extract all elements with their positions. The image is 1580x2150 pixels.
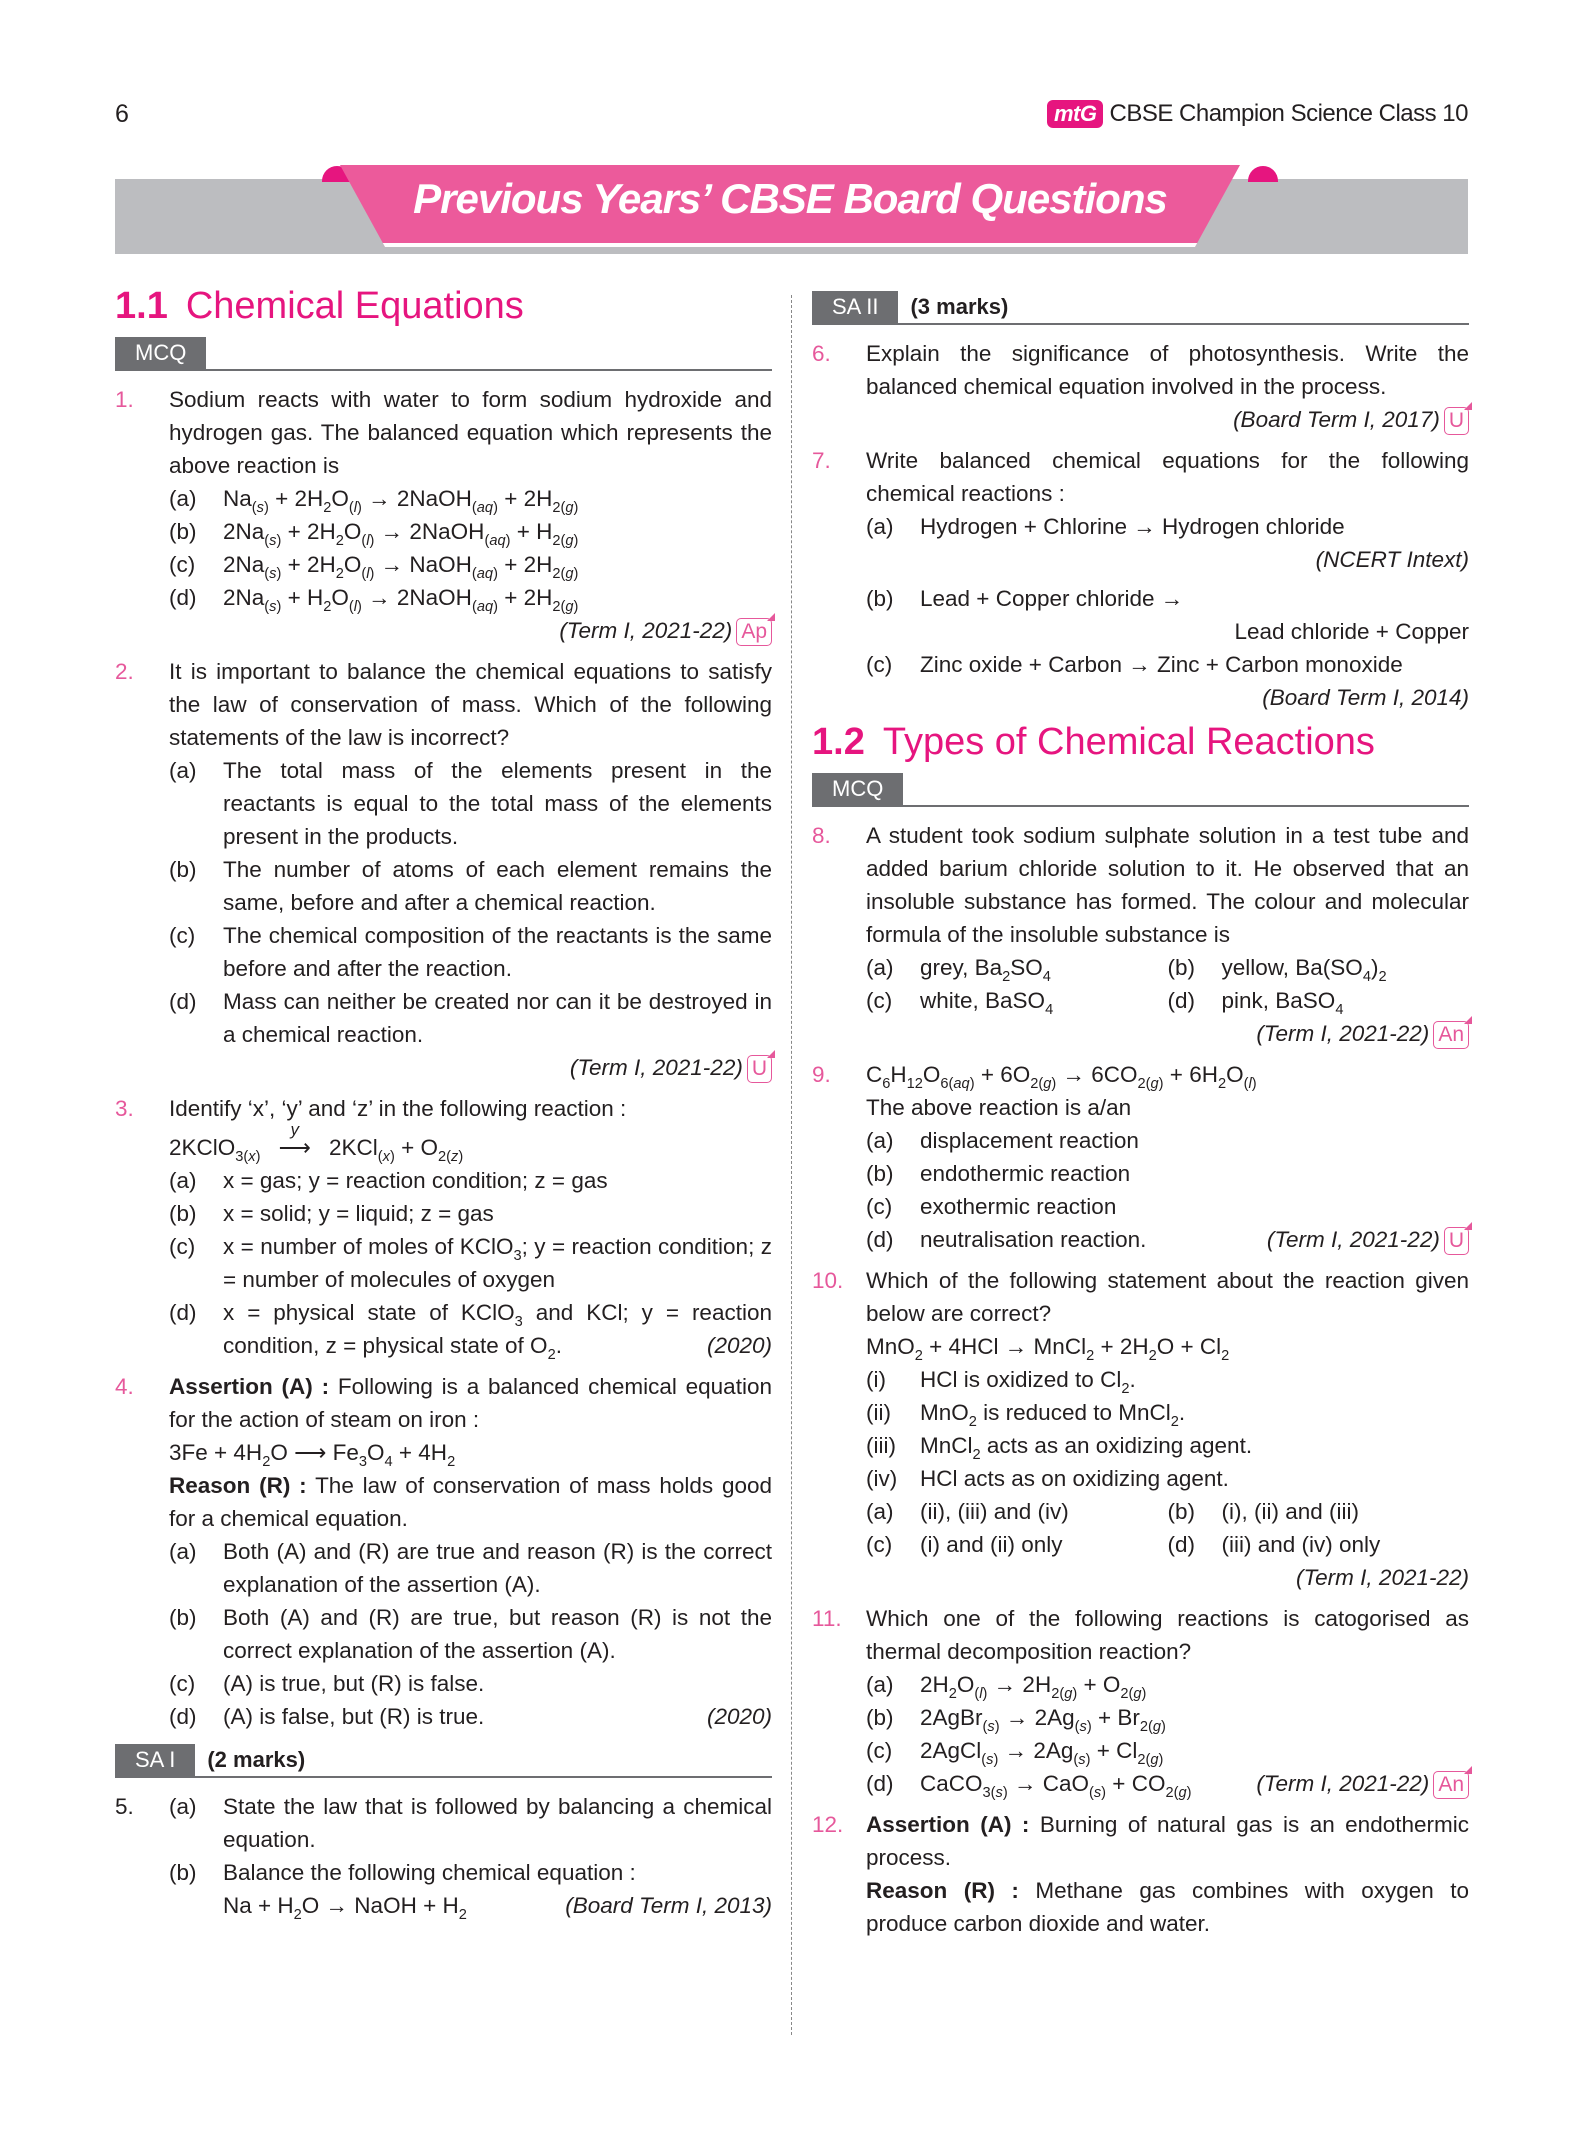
statement-label: (iii) xyxy=(866,1433,896,1458)
question-1 xyxy=(115,383,772,647)
equation: MnO$_2$ + 4HCl → MnCl$_2$ + $2H_2O + Cl_2$ xyxy=(866,1334,1230,1364)
level-badge: U xyxy=(1444,407,1469,435)
option-text: (i), (ii) and (iii) xyxy=(1221,1499,1359,1524)
option xyxy=(169,1197,772,1230)
option-text: (A) is true, but (R) is false. xyxy=(223,1671,485,1696)
option xyxy=(169,1164,772,1197)
source-text: (2020) xyxy=(706,1333,772,1358)
mtg-logo: mtG xyxy=(1047,100,1104,128)
option-label: (a) xyxy=(169,758,197,783)
option-text: 2AgBr$_{(s)}$ → $2Ag_{(s)} + Br_{2(g)}$ xyxy=(920,1705,1166,1735)
option-label: (a) xyxy=(866,1672,894,1697)
page-number: 6 xyxy=(115,100,129,128)
assertion-label: Assertion (A) : xyxy=(866,1812,1030,1837)
option-label: (c) xyxy=(169,1234,196,1259)
section-heading-1-1 xyxy=(115,285,772,327)
tag-marks: (2 marks) xyxy=(207,1747,306,1772)
reason-label: Reason (R) : xyxy=(866,1878,1019,1903)
option-label: (b) xyxy=(169,519,197,544)
statement-text: HCl acts as on oxidizing agent. xyxy=(920,1466,1229,1491)
option-text: grey, $Ba_2SO_4$ xyxy=(920,955,1051,985)
option-label: (a) xyxy=(169,486,197,511)
eq-right: $2KCl_{(x)} + O_{2(z)}$ xyxy=(329,1135,464,1165)
question-6 xyxy=(812,337,1469,436)
level-badge: An xyxy=(1433,1021,1469,1049)
q-text: Identify ‘x’, ‘y’ and ‘z’ in the following reaction : xyxy=(169,1096,627,1121)
option-label: (a) xyxy=(169,1794,197,1819)
part-text: State the law that is followed by balancing a chemical equation. xyxy=(223,1794,772,1852)
part-text: Lead + Copper chloride → xyxy=(920,586,1184,611)
reason-label: Reason (R) : xyxy=(169,1473,307,1498)
q-number: 12. xyxy=(812,1812,844,1837)
statement-text: MnO$_2$ is reduced to MnCl$_2$. xyxy=(920,1400,1186,1430)
option-text: exothermic reaction xyxy=(920,1194,1117,1219)
source xyxy=(169,1051,772,1084)
q-number: 10. xyxy=(812,1268,844,1293)
option xyxy=(169,581,772,614)
option-label: (b) xyxy=(866,586,894,611)
tag-label: SA I xyxy=(115,1744,195,1776)
q-text: A student took sodium sulphate solution in a test tube and added barium chloride solution to it. He observed that an insoluble substance has formed. The colour and molecular formula of the insoluble substance is xyxy=(866,823,1469,947)
section-heading-1-2 xyxy=(812,721,1469,763)
banner-dot-right xyxy=(1248,166,1278,182)
option-label: (c) xyxy=(169,923,196,948)
option-label: (d) xyxy=(169,1300,197,1325)
tag-marks: (3 marks) xyxy=(910,294,1009,319)
assertion-text: Following is a balanced chemical equation for the action of steam on iron : xyxy=(169,1374,772,1432)
option-text: (A) is false, but (R) is true. xyxy=(223,1704,485,1729)
equation: $3Fe + 4H_2O$ ⟶ $Fe_3O_4 + 4H_2$ xyxy=(169,1440,456,1470)
option xyxy=(169,985,772,1051)
sa2-tag xyxy=(812,290,1469,325)
q-number: 2. xyxy=(115,659,134,684)
source-text: (Term I, 2021-22) xyxy=(569,1055,743,1080)
level-badge: U xyxy=(1444,1227,1469,1255)
part-text-cont: Lead chloride + Copper xyxy=(1234,619,1469,644)
question-2 xyxy=(115,655,772,1084)
option-text: Mass can neither be created nor can it be destroyed in a chemical reaction. xyxy=(223,989,772,1047)
question-3 xyxy=(115,1092,772,1362)
option-text: $2Na_{(s)} + 2H_2O_{(l)}$ → NaOH$_{(aq)}$ + $2H_{2(g)}$ xyxy=(223,552,579,582)
option-text: white, BaSO$_4$ xyxy=(920,988,1054,1018)
option-label: (b) xyxy=(169,1605,197,1630)
section-number: 1.1 xyxy=(115,285,168,327)
option xyxy=(169,853,772,919)
source-text: (Board Term I, 2013) xyxy=(565,1893,772,1918)
part-text: Balance the following chemical equation : xyxy=(223,1860,636,1885)
option-text: x = solid; y = liquid; z = gas xyxy=(223,1201,494,1226)
equation xyxy=(169,1120,772,1165)
source-text: (Board Term I, 2014) xyxy=(1262,685,1469,710)
q-number: 9. xyxy=(812,1062,831,1087)
q-text: Which of the following statement about the reaction given below are correct? xyxy=(866,1268,1469,1326)
statement-text: MnCl$_2$ acts as an oxidizing agent. xyxy=(920,1433,1253,1463)
option-text: The chemical composition of the reactants is the same before and after the reaction. xyxy=(223,923,772,981)
source-text: (2020) xyxy=(706,1704,772,1729)
option-text: neutralisation reaction. xyxy=(920,1227,1147,1252)
source-text: (NCERT Intext) xyxy=(1315,547,1469,572)
option-label: (c) xyxy=(866,1532,893,1557)
mcq-tag xyxy=(812,773,1469,807)
assertion-text: Burning of natural gas is an endothermic process. xyxy=(866,1812,1469,1870)
option xyxy=(169,1700,772,1733)
option-label: (a) xyxy=(866,1128,894,1153)
question-5 xyxy=(115,1790,772,1922)
level-badge: An xyxy=(1433,1771,1469,1799)
q-number: 1. xyxy=(115,387,134,412)
question-10 xyxy=(812,1264,1469,1594)
option-label: (d) xyxy=(866,1771,894,1796)
source-text: (Term I, 2021-22) xyxy=(1256,1021,1430,1046)
section-title: Chemical Equations xyxy=(185,285,524,327)
source-text: (Term I, 2021-22) xyxy=(1256,1771,1430,1796)
option xyxy=(169,515,772,548)
right-column xyxy=(812,290,1469,1948)
option-label: (b) xyxy=(169,1201,197,1226)
option-text: (iii) and (iv) only xyxy=(1221,1532,1381,1557)
option-text: x = gas; y = reaction condition; z = gas xyxy=(223,1168,608,1193)
option-label: (a) xyxy=(866,514,894,539)
question-9 xyxy=(812,1058,1469,1256)
option-text: displacement reaction xyxy=(920,1128,1139,1153)
source-text: (Term I, 2021-22) xyxy=(559,618,733,643)
option xyxy=(169,1230,772,1296)
question-12 xyxy=(812,1808,1469,1940)
left-column xyxy=(115,285,772,1930)
source xyxy=(169,614,772,647)
option xyxy=(169,1667,772,1700)
option xyxy=(169,1535,772,1601)
column-divider xyxy=(791,295,792,2035)
option-label: (d) xyxy=(169,585,197,610)
option-label: (a) xyxy=(866,1499,894,1524)
option-text: (i) and (ii) only xyxy=(920,1532,1063,1557)
option xyxy=(169,548,772,581)
option-label: (c) xyxy=(169,1671,196,1696)
option-label: (b) xyxy=(866,1705,894,1730)
section-number: 1.2 xyxy=(812,721,865,763)
option-label: (a) xyxy=(169,1539,197,1564)
question-4 xyxy=(115,1370,772,1733)
q-number: 8. xyxy=(812,823,831,848)
q-number: 3. xyxy=(115,1096,134,1121)
assertion-label: Assertion (A) : xyxy=(169,1374,330,1399)
option xyxy=(169,1601,772,1667)
reason-text: The law of conservation of mass holds good for a chemical equation. xyxy=(169,1473,772,1531)
running-header xyxy=(1047,100,1468,128)
q-text: Which one of the following reactions is catogorised as thermal decomposition reaction? xyxy=(866,1606,1469,1664)
q-number: 11. xyxy=(812,1606,842,1631)
option-text: $2Na_{(s)} + H_2O_{(l)}$ → 2NaOH$_{(aq)}$ + $2H_{2(g)}$ xyxy=(223,585,579,615)
option-label: (c) xyxy=(169,552,196,577)
option-text: Both (A) and (R) are true, but reason (R) is not the correct explanation of the assertion (A). xyxy=(223,1605,772,1663)
option-label: (d) xyxy=(1167,988,1195,1013)
reason-text: Methane gas combines with oxygen to produce carbon dioxide and water. xyxy=(866,1878,1469,1936)
question-8 xyxy=(812,819,1469,1050)
option-text: $Na_{(s)} + 2H_2O_{(l)}$ → 2NaOH$_{(aq)}$ + $2H_{2(g)}$ xyxy=(223,486,579,516)
part-text: Zinc oxide + Carbon → Zinc + Carbon monoxide xyxy=(920,652,1403,677)
option-text: yellow, $Ba(SO_4)_2$ xyxy=(1221,955,1387,985)
arrow-label: y xyxy=(290,1120,299,1139)
option-label: (b) xyxy=(1167,955,1195,980)
q-text: Write balanced chemical equations for the following chemical reactions : xyxy=(866,448,1469,506)
option-text: Both (A) and (R) are true and reason (R) is the correct explanation of the assertion (A). xyxy=(223,1539,772,1597)
option-label: (d) xyxy=(866,1227,894,1252)
option-text: x = physical state of KClO$_3$ and KCl; y = reaction condition, z = physical state of $O_2$. xyxy=(223,1300,772,1363)
q-number: 6. xyxy=(812,341,831,366)
q-number: 7. xyxy=(812,448,831,473)
option-label: (a) xyxy=(169,1168,197,1193)
option-label: (a) xyxy=(866,955,894,980)
section-title: Types of Chemical Reactions xyxy=(882,721,1375,763)
equation: $C_6H_{12}O_{6(aq)} + 6O_{2(g)} \to 6CO_{2(g)} + 6H_2O_{(l)}$ xyxy=(866,1062,1257,1092)
option xyxy=(169,919,772,985)
level-badge: U xyxy=(747,1055,772,1083)
source-text: (Term I, 2021-22) xyxy=(1266,1227,1440,1252)
option-label: (d) xyxy=(1167,1532,1195,1557)
banner-title: Previous Years’ CBSE Board Questions xyxy=(413,175,1167,222)
statement-label: (i) xyxy=(866,1367,886,1392)
option-text: CaCO$_{3(s)}$ → $CaO_{(s)} + CO_{2(g)}$ xyxy=(920,1771,1192,1801)
book-title: CBSE Champion Science Class 10 xyxy=(1109,100,1468,127)
statement-label: (ii) xyxy=(866,1400,891,1425)
option-text: The number of atoms of each element remains the same, before and after a chemical reaction. xyxy=(223,857,772,915)
q-text: Explain the significance of photosynthesis. Write the balanced chemical equation involved in the process. xyxy=(866,341,1469,399)
option-text: (ii), (iii) and (iv) xyxy=(920,1499,1069,1524)
option-label: (d) xyxy=(169,989,197,1014)
question-7 xyxy=(812,444,1469,714)
mcq-tag xyxy=(115,337,772,371)
option-text: 2AgCl$_{(s)}$ → $2Ag_{(s)} + Cl_{2(g)}$ xyxy=(920,1738,1164,1768)
equation: $Na + H_2O$ → NaOH + $H_2$ xyxy=(223,1893,467,1923)
option xyxy=(169,482,772,515)
option-label: (c) xyxy=(866,1194,893,1219)
option xyxy=(169,754,772,853)
option-label: (b) xyxy=(169,857,197,882)
tag-label: MCQ xyxy=(115,337,206,369)
option-label: (b) xyxy=(866,1161,894,1186)
q-text: It is important to balance the chemical equations to satisfy the law of conservation of mass. Which of the following statements of the law is incorrect? xyxy=(169,659,772,750)
option-label: (c) xyxy=(866,652,893,677)
tag-label: SA II xyxy=(812,291,898,323)
tag-label: MCQ xyxy=(812,773,903,805)
level-badge: Ap xyxy=(736,618,772,646)
option xyxy=(169,1296,772,1362)
option-text: $2H_2O_{(l)} \to 2H_{2(g)} + O_{2(g)}$ xyxy=(920,1672,1147,1702)
q-number: 4. xyxy=(115,1374,134,1399)
eq-left: 2KClO$_{3(x)}$ xyxy=(169,1135,261,1165)
option-label: (c) xyxy=(866,988,893,1013)
option-label: (c) xyxy=(866,1738,893,1763)
option-label: (d) xyxy=(169,1704,197,1729)
arrow: y ⟶ xyxy=(267,1131,323,1164)
statement-text: HCl is oxidized to $Cl_2$. xyxy=(920,1367,1136,1397)
source-text: (Term I, 2021-22) xyxy=(1296,1565,1469,1590)
q-text: The above reaction is a/an xyxy=(866,1095,1132,1120)
option-text: The total mass of the elements present in the reactants is equal to the total mass of the elements present in the products. xyxy=(223,758,772,849)
source-text: (Board Term I, 2017) xyxy=(1233,407,1440,432)
statement-label: (iv) xyxy=(866,1466,898,1491)
question-11 xyxy=(812,1602,1469,1800)
option-text: pink, BaSO$_4$ xyxy=(1221,988,1344,1018)
option-text: endothermic reaction xyxy=(920,1161,1131,1186)
option-text: $2Na_{(s)} + 2H_2O_{(l)}$ → 2NaOH$_{(aq)}$ + $H_{2(g)}$ xyxy=(223,519,579,549)
q-text: Sodium reacts with water to form sodium hydroxide and hydrogen gas. The balanced equation which represents the above reaction is xyxy=(169,387,772,478)
sa1-tag xyxy=(115,1743,772,1778)
q-number: 5. xyxy=(115,1794,134,1819)
option-label: (b) xyxy=(1167,1499,1195,1524)
option-label: (b) xyxy=(169,1860,197,1885)
option-text: x = number of moles of KClO$_3$; y = reaction condition; z = number of molecules of oxygen xyxy=(223,1234,772,1292)
part-text: Hydrogen + Chlorine → Hydrogen chloride xyxy=(920,514,1345,539)
